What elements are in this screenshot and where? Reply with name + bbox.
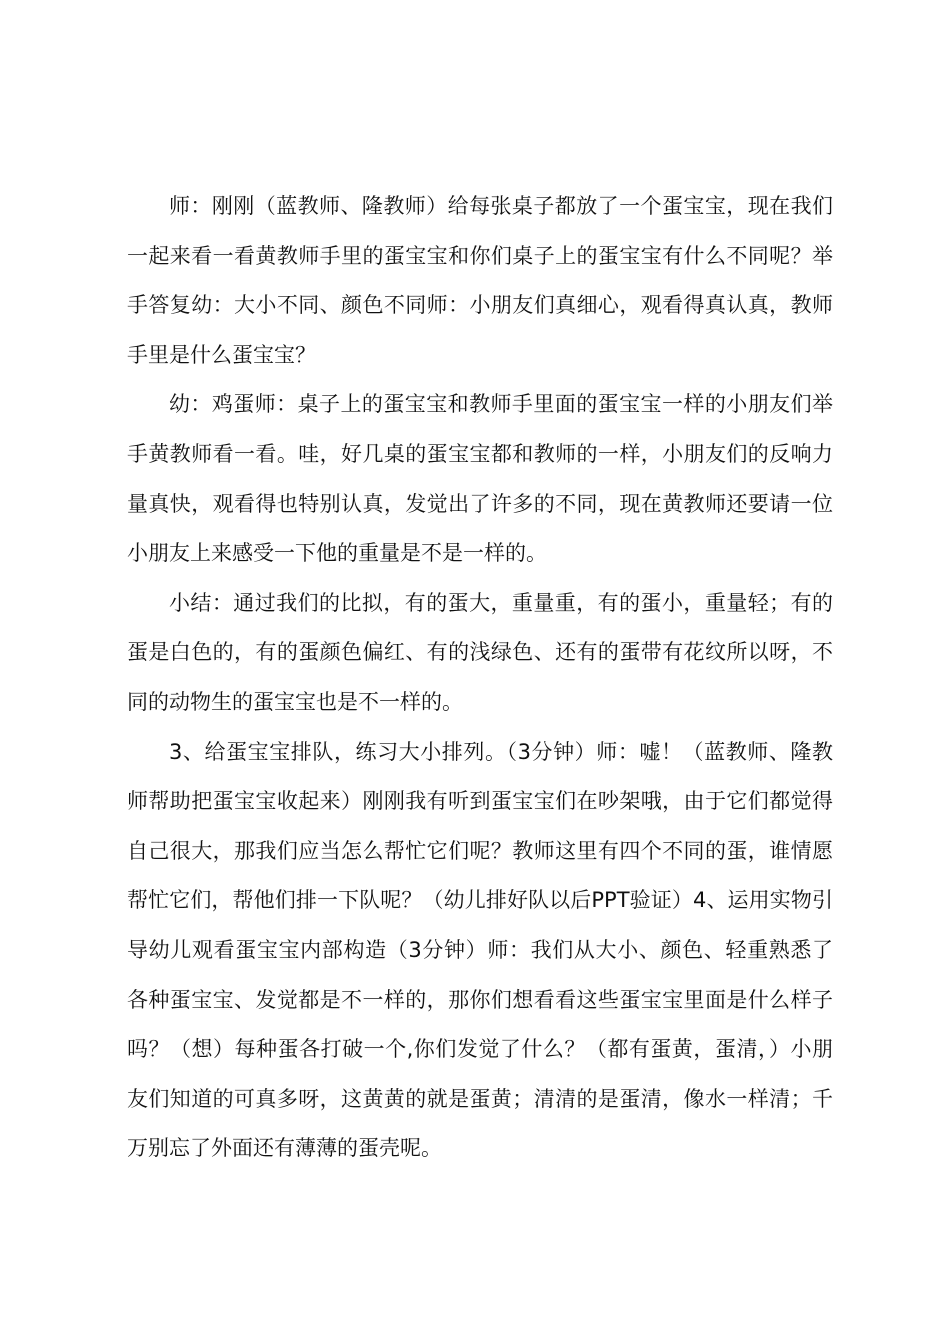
paragraph-1: 师：刚刚（蓝教师、隆教师）给每张桌子都放了一个蛋宝宝，现在我们一起来看一看黄教师手里的蛋宝宝和你们桌子上的蛋宝宝有什么不同呢？举手答复幼：大小不同、颜色不同师：小朋友们真细心，观看得真认真，教师手里是什么蛋宝宝？ bbox=[127, 194, 833, 367]
paragraph-4: 3、给蛋宝宝排队，练习大小排列。（3分钟）师：嘘！（蓝教师、隆教师帮助把蛋宝宝收起来）刚刚我有听到蛋宝宝们在吵架哦，由于它们都觉得自己很大，那我们应当怎么帮忙它们呢？教师这里有四个不同的蛋，谁情愿帮忙它们，帮他们排一下队呢？（幼儿排好队以后PPT验证）4、运用实物引导幼儿观看蛋宝宝内部构造（3分钟）师：我们从大小、颜色、轻重熟悉了各种蛋宝宝、发觉都是不一样的，那你们想看看这些蛋宝宝里面是什么样子吗？（想）每种蛋各打破一个,你们发觉了什么？（都有蛋黄，蛋清，）小朋友们知道的可真多呀，这黄黄的就是蛋黄；清清的是蛋清，像水一样清；千万别忘了外面还有薄薄的蛋壳呢。 bbox=[127, 739, 833, 1161]
paragraph-2: 幼：鸡蛋师：桌子上的蛋宝宝和教师手里面的蛋宝宝一样的小朋友们举手黄教师看一看。哇，好几桌的蛋宝宝都和教师的一样，小朋友们的反响力量真快，观看得也特别认真，发觉出了许多的不同，现在黄教师还要请一位小朋友上来感受一下他的重量是不是一样的。 bbox=[127, 392, 833, 566]
document-body bbox=[127, 182, 833, 1174]
paragraph-3: 小结：通过我们的比拟，有的蛋大，重量重，有的蛋小，重量轻；有的蛋是白色的，有的蛋颜色偏红、有的浅绿色、还有的蛋带有花纹所以呀，不同的动物生的蛋宝宝也是不一样的。 bbox=[127, 590, 833, 714]
